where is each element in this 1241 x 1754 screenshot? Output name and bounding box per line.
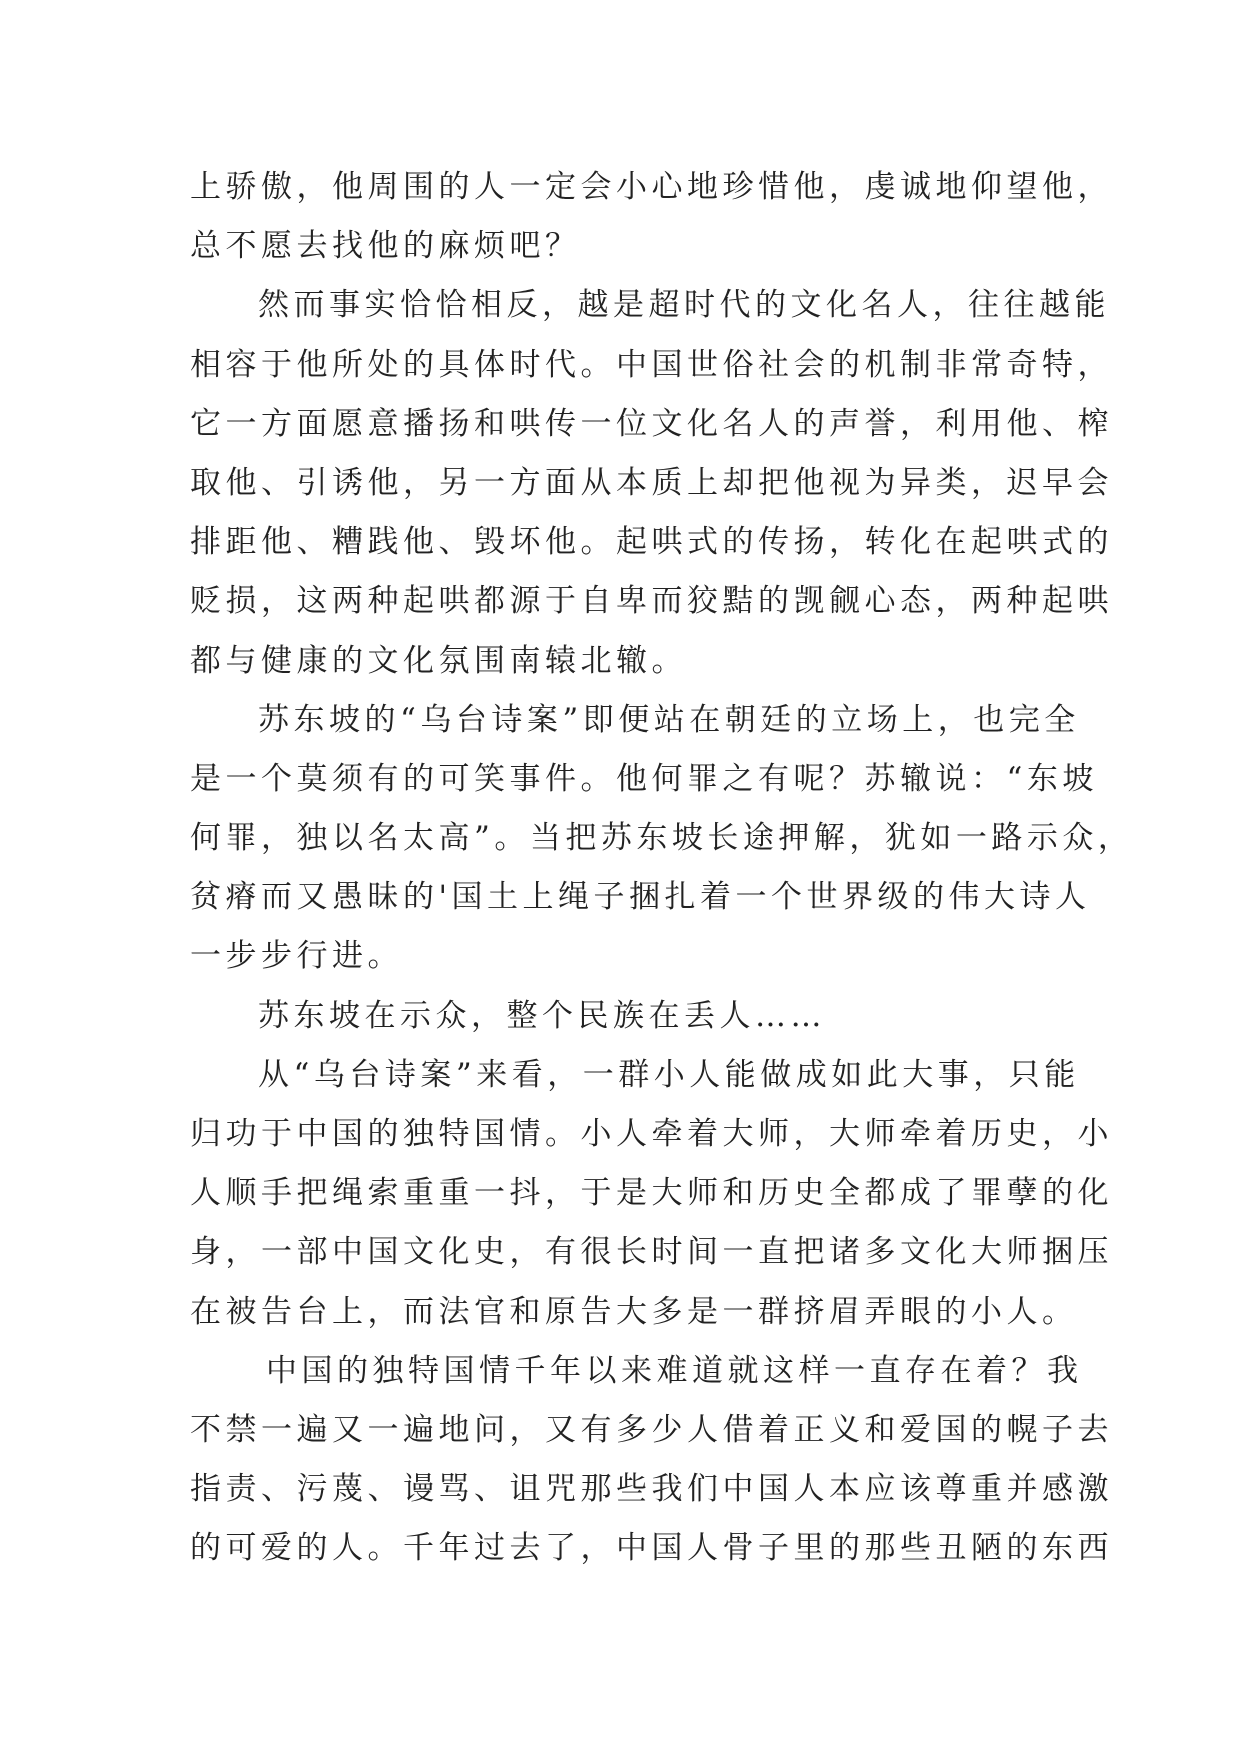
text-line: 身，一部中国文化史，有很长时间一直把诸多文化大师捆压	[190, 1234, 1113, 1271]
body-text	[190, 158, 1134, 1579]
text-line: 的可爱的人。千年过去了，中国人骨子里的那些丑陋的东西	[190, 1530, 1113, 1567]
text-line: 不禁一遍又一遍地问，又有多少人借着正义和爱国的幌子去	[190, 1411, 1113, 1448]
paragraph-start-line: 从“乌台诗案”来看，一群小人能做成如此大事，只能	[258, 1056, 1080, 1093]
text-line: 贬损，这两种起哄都源于自卑而狡黠的觊觎心态，两种起哄	[190, 583, 1113, 620]
paragraph-start-line: 然而事实恰恰相反，越是超时代的文化名人，往往越能	[258, 287, 1110, 324]
text-line: 是一个莫须有的可笑事件。他何罪之有呢？苏辙说：“东坡	[190, 760, 1098, 797]
paragraph-start-line: 中国的独特国情千年以来难道就这样一直存在着？我	[266, 1352, 1083, 1389]
paragraph-start-line: 苏东坡的“乌台诗案”即便站在朝廷的立场上，也完全	[258, 701, 1080, 738]
text-line: 都与健康的文化氛围南辕北辙。	[190, 642, 687, 679]
text-line: 上骄傲，他周围的人一定会小心地珍惜他，虔诚地仰望他，	[190, 169, 1113, 205]
text-line: 指责、污蔑、谩骂、诅咒那些我们中国人本应该尊重并感激	[190, 1471, 1113, 1508]
text-line: 它一方面愿意播扬和哄传一位文化名人的声誉，利用他、榨	[190, 405, 1113, 442]
text-line: 人顺手把绳索重重一抖，于是大师和历史全都成了罪孽的化	[190, 1175, 1113, 1212]
text-line: 取他、引诱他，另一方面从本质上却把他视为异类，迟早会	[190, 464, 1113, 501]
text-line: 总不愿去找他的麻烦吧？	[190, 228, 581, 265]
text-line: 贫瘠而又愚昧的'国土上绳子捆扎着一个世界级的伟大诗人	[190, 879, 1091, 916]
text-line: 在被告台上，而法官和原告大多是一群挤眉弄眼的小人。	[190, 1293, 1078, 1330]
text-line: 相容于他所处的具体时代。中国世俗社会的机制非常奇特，	[190, 346, 1113, 383]
paragraph-start-line: 苏东坡在示众，整个民族在丢人……	[258, 997, 826, 1034]
text-line: 排距他、糟践他、毁坏他。起哄式的传扬，转化在起哄式的	[190, 524, 1113, 561]
text-line: 何罪，独以名太高”。当把苏东坡长途押解，犹如一路示众，	[190, 820, 1134, 857]
text-line: 一步步行进。	[190, 938, 403, 975]
text-line: 归功于中国的独特国情。小人牵着大师，大师牵着历史，小	[190, 1116, 1113, 1152]
